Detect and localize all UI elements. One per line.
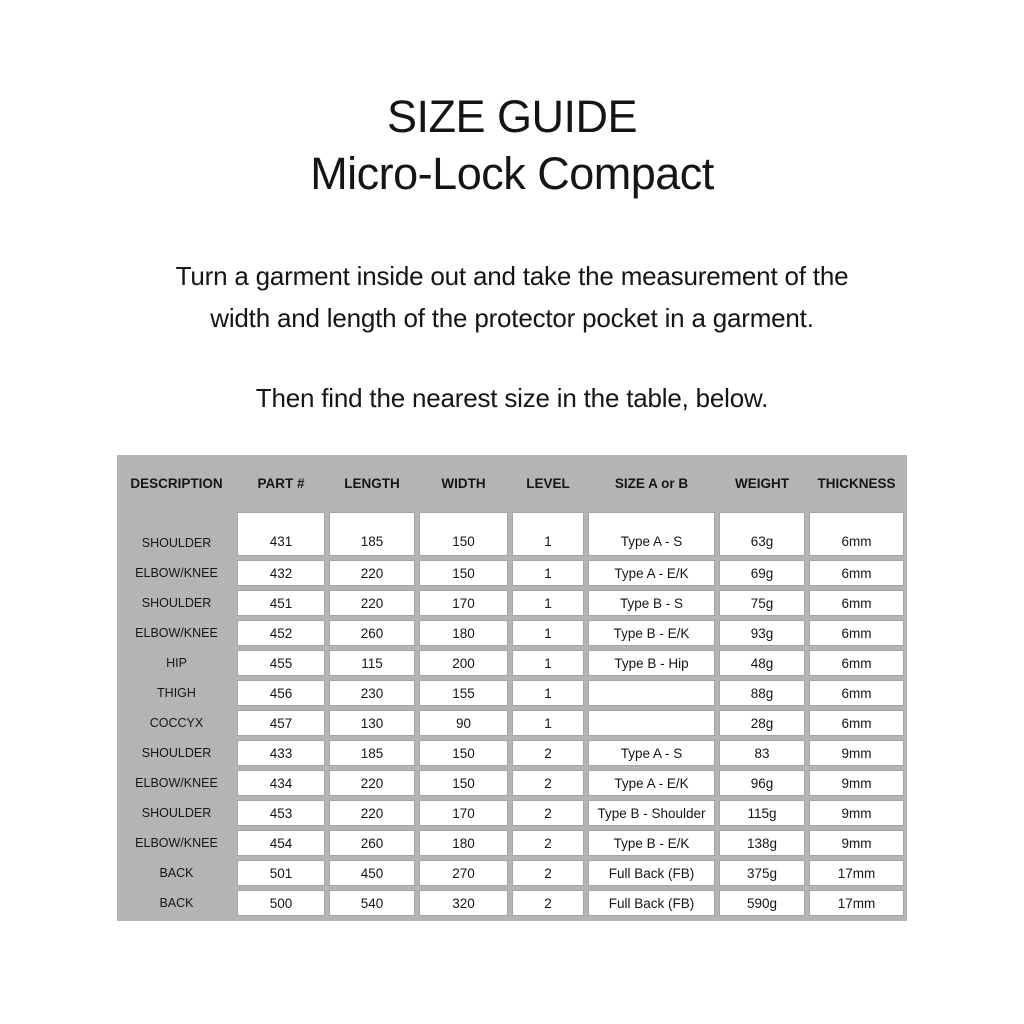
table-cell-width: 150 bbox=[419, 770, 508, 796]
table-cell-width: 150 bbox=[419, 512, 508, 556]
instructions-second-paragraph bbox=[0, 377, 1024, 419]
table-cell-part: 501 bbox=[237, 860, 325, 886]
table-cell-part: 454 bbox=[237, 830, 325, 856]
instruction-line-2: width and length of the protector pocket in a garment. bbox=[210, 303, 814, 333]
table-cell-length: 450 bbox=[329, 860, 415, 886]
page-title-line2: Micro-Lock Compact bbox=[310, 148, 714, 199]
table-cell-thickness: 9mm bbox=[809, 800, 904, 826]
instruction-line-3: Then find the nearest size in the table, below. bbox=[255, 383, 769, 413]
table-cell-length: 260 bbox=[329, 830, 415, 856]
row-description: HIP bbox=[166, 656, 187, 670]
row-description: SHOULDER bbox=[141, 536, 212, 550]
column-header-length: LENGTH bbox=[344, 476, 400, 491]
table-cell-level: 2 bbox=[512, 830, 584, 856]
table-cell-size-a-or-b: Type B - E/K bbox=[588, 620, 715, 646]
table-cell-size-a-or-b: Full Back (FB) bbox=[588, 890, 715, 916]
table-cell-width: 270 bbox=[419, 860, 508, 886]
table-cell-width: 170 bbox=[419, 590, 508, 616]
table-cell-weight: 138g bbox=[719, 830, 805, 856]
table-cell-level: 2 bbox=[512, 860, 584, 886]
page-title bbox=[0, 0, 1024, 202]
table-cell-size-a-or-b bbox=[588, 680, 715, 706]
column-header-width: WIDTH bbox=[441, 476, 486, 491]
table-cell-level: 1 bbox=[512, 680, 584, 706]
table-cell-level: 2 bbox=[512, 740, 584, 766]
table-cell-width: 150 bbox=[419, 740, 508, 766]
table-cell-part: 500 bbox=[237, 890, 325, 916]
table-cell-thickness: 6mm bbox=[809, 650, 904, 676]
table-cell-length: 220 bbox=[329, 560, 415, 586]
row-description: SHOULDER bbox=[141, 596, 212, 610]
table-cell-weight: 28g bbox=[719, 710, 805, 736]
instruction-line-1: Turn a garment inside out and take the measurement of the bbox=[175, 261, 849, 291]
table-cell-length: 115 bbox=[329, 650, 415, 676]
table-cell-size-a-or-b: Type B - E/K bbox=[588, 830, 715, 856]
table-cell-thickness: 6mm bbox=[809, 560, 904, 586]
table-cell-length: 220 bbox=[329, 800, 415, 826]
row-description: BACK bbox=[159, 866, 194, 880]
column-header-weight: WEIGHT bbox=[735, 476, 789, 491]
table-cell-weight: 69g bbox=[719, 560, 805, 586]
page-title-line1: SIZE GUIDE bbox=[386, 91, 638, 142]
column-header-thickness: THICKNESS bbox=[817, 476, 896, 491]
table-cell-width: 150 bbox=[419, 560, 508, 586]
row-description: SHOULDER bbox=[141, 806, 212, 820]
table-cell-length: 220 bbox=[329, 590, 415, 616]
table-cell-weight: 590g bbox=[719, 890, 805, 916]
table-cell-weight: 75g bbox=[719, 590, 805, 616]
table-cell-level: 1 bbox=[512, 710, 584, 736]
table-body bbox=[117, 512, 907, 921]
table-cell-level: 2 bbox=[512, 800, 584, 826]
table-cell-thickness: 9mm bbox=[809, 770, 904, 796]
row-description: ELBOW/KNEE bbox=[135, 566, 218, 580]
size-table bbox=[117, 455, 907, 921]
table-cell-level: 2 bbox=[512, 890, 584, 916]
table-cell-part: 434 bbox=[237, 770, 325, 796]
table-cell-length: 260 bbox=[329, 620, 415, 646]
table-cell-part: 455 bbox=[237, 650, 325, 676]
instructions-paragraph bbox=[0, 255, 1024, 339]
row-description: ELBOW/KNEE bbox=[135, 776, 218, 790]
table-cell-length: 185 bbox=[329, 512, 415, 556]
table-cell-level: 1 bbox=[512, 590, 584, 616]
table-cell-length: 185 bbox=[329, 740, 415, 766]
table-cell-part: 456 bbox=[237, 680, 325, 706]
table-cell-size-a-or-b: Type A - S bbox=[588, 740, 715, 766]
table-cell-thickness: 6mm bbox=[809, 512, 904, 556]
table-cell-weight: 115g bbox=[719, 800, 805, 826]
table-cell-weight: 96g bbox=[719, 770, 805, 796]
table-cell-level: 1 bbox=[512, 650, 584, 676]
row-description: SHOULDER bbox=[141, 746, 212, 760]
table-cell-size-a-or-b: Type A - E/K bbox=[588, 560, 715, 586]
column-header-level: LEVEL bbox=[526, 476, 570, 491]
table-cell-length: 220 bbox=[329, 770, 415, 796]
table-cell-width: 170 bbox=[419, 800, 508, 826]
table-cell-size-a-or-b: Type B - Shoulder bbox=[588, 800, 715, 826]
row-description: THIGH bbox=[157, 686, 196, 700]
column-header-description: DESCRIPTION bbox=[130, 476, 223, 491]
table-cell-length: 130 bbox=[329, 710, 415, 736]
table-cell-length: 540 bbox=[329, 890, 415, 916]
table-cell-level: 1 bbox=[512, 620, 584, 646]
table-cell-width: 200 bbox=[419, 650, 508, 676]
table-cell-part: 457 bbox=[237, 710, 325, 736]
table-cell-thickness: 17mm bbox=[809, 890, 904, 916]
table-cell-thickness: 6mm bbox=[809, 680, 904, 706]
table-cell-weight: 375g bbox=[719, 860, 805, 886]
table-cell-part: 433 bbox=[237, 740, 325, 766]
table-cell-level: 1 bbox=[512, 512, 584, 556]
table-cell-size-a-or-b: Type A - S bbox=[588, 512, 715, 556]
table-cell-size-a-or-b: Type B - S bbox=[588, 590, 715, 616]
row-description: COCCYX bbox=[149, 716, 204, 730]
row-description: ELBOW/KNEE bbox=[135, 836, 218, 850]
table-cell-weight: 83 bbox=[719, 740, 805, 766]
table-cell-width: 180 bbox=[419, 620, 508, 646]
table-cell-weight: 88g bbox=[719, 680, 805, 706]
table-cell-width: 320 bbox=[419, 890, 508, 916]
table-cell-weight: 48g bbox=[719, 650, 805, 676]
table-cell-level: 1 bbox=[512, 560, 584, 586]
table-header bbox=[117, 455, 907, 512]
column-header-part: PART # bbox=[257, 476, 305, 491]
table-cell-thickness: 6mm bbox=[809, 590, 904, 616]
table-cell-level: 2 bbox=[512, 770, 584, 796]
table-cell-width: 90 bbox=[419, 710, 508, 736]
table-cell-size-a-or-b: Type A - E/K bbox=[588, 770, 715, 796]
table-cell-weight: 63g bbox=[719, 512, 805, 556]
table-cell-part: 451 bbox=[237, 590, 325, 616]
table-cell-size-a-or-b bbox=[588, 710, 715, 736]
column-header-size-a-or-b: SIZE A or B bbox=[614, 476, 689, 491]
row-description: BACK bbox=[159, 896, 194, 910]
table-cell-weight: 93g bbox=[719, 620, 805, 646]
table-cell-width: 155 bbox=[419, 680, 508, 706]
table-cell-part: 453 bbox=[237, 800, 325, 826]
table-cell-size-a-or-b: Full Back (FB) bbox=[588, 860, 715, 886]
row-description: ELBOW/KNEE bbox=[135, 626, 218, 640]
table-cell-length: 230 bbox=[329, 680, 415, 706]
table-cell-thickness: 17mm bbox=[809, 860, 904, 886]
table-cell-size-a-or-b: Type B - Hip bbox=[588, 650, 715, 676]
table-cell-part: 431 bbox=[237, 512, 325, 556]
table-cell-thickness: 6mm bbox=[809, 710, 904, 736]
table-cell-thickness: 9mm bbox=[809, 830, 904, 856]
table-cell-part: 452 bbox=[237, 620, 325, 646]
table-cell-thickness: 6mm bbox=[809, 620, 904, 646]
table-cell-thickness: 9mm bbox=[809, 740, 904, 766]
table-cell-part: 432 bbox=[237, 560, 325, 586]
table-cell-width: 180 bbox=[419, 830, 508, 856]
